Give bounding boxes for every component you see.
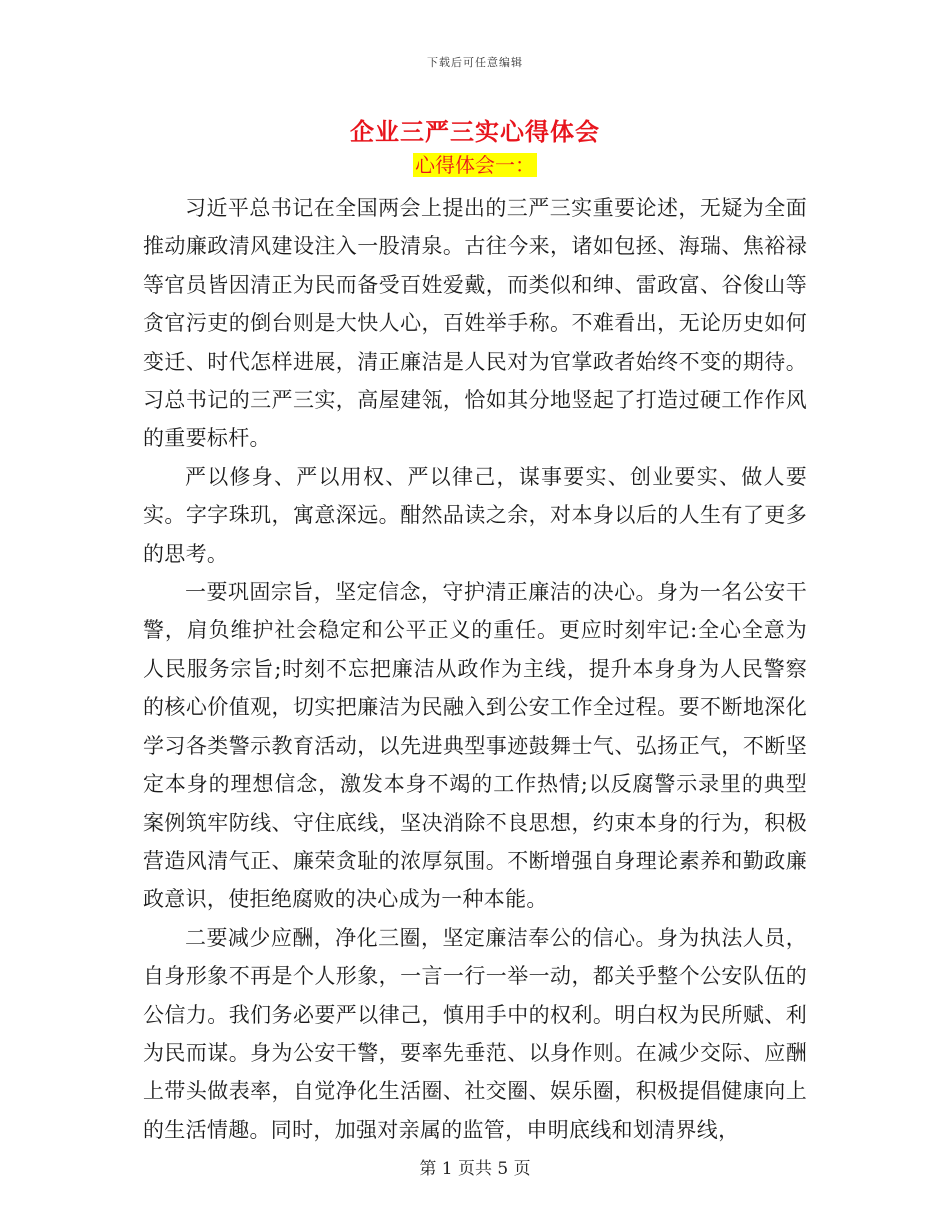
subtitle-container: [0, 153, 950, 177]
paragraph-2: 严以修身、严以用权、严以律己，谋事要实、创业要实、做人要实。字字珠玑，寓意深远。酣然品读之余，对本身以后的人生有了更多的思考。: [143, 464, 807, 566]
document-title: 企业三严三实心得体会: [350, 117, 600, 146]
page-number-footer: 第 1 页共 5 页: [419, 1159, 531, 1179]
header-note: 下载后可任意编辑: [427, 56, 523, 69]
paragraph-4: 二要减少应酬，净化三圈，坚定廉洁奉公的信心。身为执法人员，自身形象不再是个人形象，一言一行一举一动，都关乎整个公安队伍的公信力。我们务必要严以律己，慎用手中的权利。明白权为民所赋、利为民而谋。身为公安干警，要率先垂范、以身作则。在减少交际、应酬上带头做表率，自觉净化生活圈、社交圈、娱乐圈，积极提倡健康向上的生活情趣。同时，加强对亲属的监管，申明底线和划清界线，: [143, 925, 807, 1142]
paragraph-3: 一要巩固宗旨，坚定信念，守护清正廉洁的决心。身为一名公安干警，肩负维护社会稳定和公平正义的重任。更应时刻牢记:全心全意为人民服务宗旨;时刻不忘把廉洁从政作为主线，提升本身身为人民警察的核心价值观，切实把廉洁为民融入到公安工作全过程。要不断地深化学习各类警示教育活动，以先进典型事迹鼓舞士气、弘扬正气，不断坚定本身的理想信念，激发本身不竭的工作热情;以反腐警示录里的典型案例筑牢防线、守住底线，坚决消除不良思想，约束本身的行为，积极营造风清气正、廉荣贪耻的浓厚氛围。不断增强自身理论素养和勤政廉政意识，使拒绝腐败的决心成为一种本能。: [143, 580, 807, 912]
document-body: [143, 189, 807, 1149]
section-subtitle: 心得体会一：: [415, 153, 535, 177]
paragraph-1: 习近平总书记在全国两会上提出的三严三实重要论述，无疑为全面推动廉政清风建设注入一股清泉。古往今来，诸如包拯、海瑞、焦裕禄等官员皆因清正为民而备受百姓爱戴，而类似和绅、雷政富、谷俊山等贪官污吏的倒台则是大快人心，百姓举手称。不难看出，无论历史如何变迁、时代怎样进展，清正廉洁是人民对为官掌政者始终不变的期待。习总书记的三严三实，高屋建瓴，恰如其分地竖起了打造过硬工作作风的重要标杆。: [143, 196, 807, 451]
